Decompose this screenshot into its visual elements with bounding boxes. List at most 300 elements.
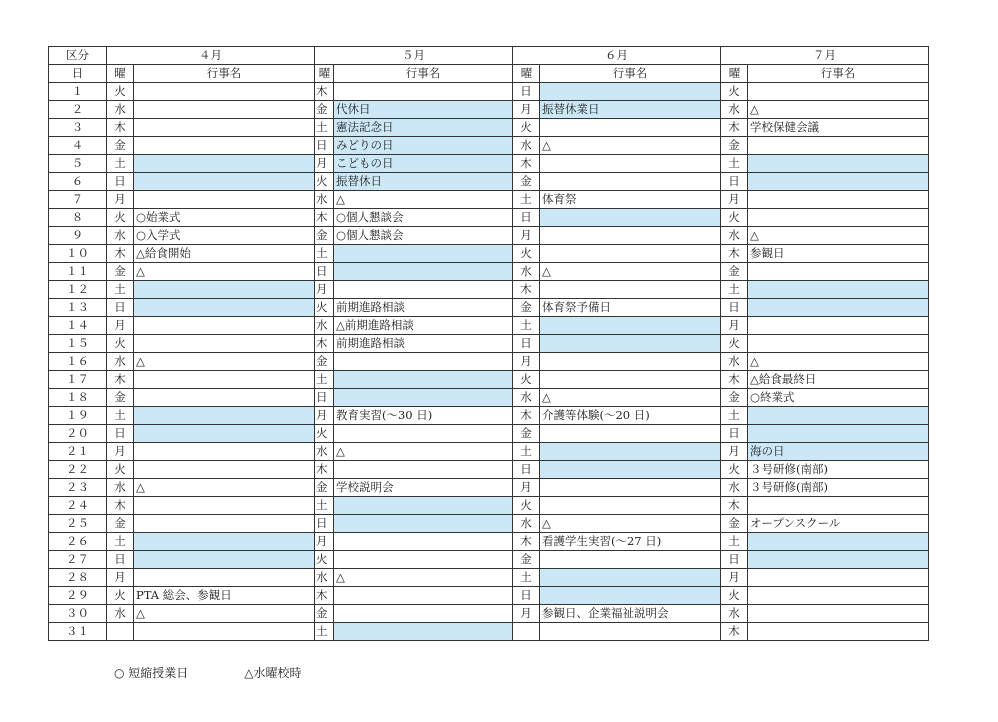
event-june: △ xyxy=(540,515,721,533)
weekday-may: 月 xyxy=(315,533,334,551)
weekday-may: 金 xyxy=(315,353,334,371)
event-july xyxy=(748,173,929,191)
weekday-june: 月 xyxy=(513,353,540,371)
weekday-may: 日 xyxy=(315,137,334,155)
weekday-june: 木 xyxy=(513,533,540,551)
weekday-april: 木 xyxy=(107,497,134,515)
event-header: 行事名 xyxy=(748,65,929,83)
event-july xyxy=(748,317,929,335)
day-number: ５ xyxy=(49,155,107,173)
youbi-header: 曜 xyxy=(315,65,334,83)
weekday-july: 土 xyxy=(721,533,748,551)
event-may: 代休日 xyxy=(334,101,513,119)
day-number: ２３ xyxy=(49,479,107,497)
weekday-may: 木 xyxy=(315,587,334,605)
event-april xyxy=(134,173,315,191)
day-number: １８ xyxy=(49,389,107,407)
day-number: ３１ xyxy=(49,623,107,641)
youbi-header: 曜 xyxy=(513,65,540,83)
event-may xyxy=(334,371,513,389)
event-june xyxy=(540,461,721,479)
day-number: ８ xyxy=(49,209,107,227)
weekday-april: 火 xyxy=(107,209,134,227)
day-number: ２７ xyxy=(49,551,107,569)
weekday-april: 木 xyxy=(107,245,134,263)
table-row xyxy=(49,173,929,191)
event-may: みどりの日 xyxy=(334,137,513,155)
event-june xyxy=(540,173,721,191)
table-row xyxy=(49,587,929,605)
day-number: １６ xyxy=(49,353,107,371)
event-may xyxy=(334,533,513,551)
event-june xyxy=(540,155,721,173)
event-april xyxy=(134,551,315,569)
day-number: ３０ xyxy=(49,605,107,623)
event-july xyxy=(748,335,929,353)
event-july xyxy=(748,191,929,209)
table-row xyxy=(49,479,929,497)
weekday-july: 日 xyxy=(721,299,748,317)
event-july: 海の日 xyxy=(748,443,929,461)
weekday-june: 日 xyxy=(513,209,540,227)
weekday-april: 水 xyxy=(107,605,134,623)
event-may: 学校説明会 xyxy=(334,479,513,497)
day-number: １ xyxy=(49,83,107,101)
event-april xyxy=(134,497,315,515)
weekday-july: 木 xyxy=(721,119,748,137)
event-july xyxy=(748,263,929,281)
weekday-april: 月 xyxy=(107,191,134,209)
event-june xyxy=(540,281,721,299)
event-may xyxy=(334,425,513,443)
event-june xyxy=(540,623,721,641)
event-may: △ xyxy=(334,569,513,587)
day-number: ６ xyxy=(49,173,107,191)
table-row xyxy=(49,245,929,263)
weekday-may: 土 xyxy=(315,119,334,137)
weekday-june: 水 xyxy=(513,389,540,407)
weekday-april: 月 xyxy=(107,569,134,587)
event-april xyxy=(134,389,315,407)
month-header-july: ７月 xyxy=(721,47,929,65)
event-july: 学校保健会議 xyxy=(748,119,929,137)
event-june xyxy=(540,245,721,263)
event-july xyxy=(748,623,929,641)
weekday-april: 日 xyxy=(107,299,134,317)
event-july xyxy=(748,605,929,623)
day-number: ７ xyxy=(49,191,107,209)
weekday-june: 月 xyxy=(513,227,540,245)
event-july xyxy=(748,299,929,317)
weekday-may: 火 xyxy=(315,425,334,443)
weekday-july: 水 xyxy=(721,605,748,623)
event-june xyxy=(540,371,721,389)
event-june xyxy=(540,551,721,569)
event-july xyxy=(748,587,929,605)
event-april xyxy=(134,335,315,353)
day-number: １３ xyxy=(49,299,107,317)
weekday-june xyxy=(513,623,540,641)
day-number: ４ xyxy=(49,137,107,155)
event-may xyxy=(334,353,513,371)
day-number: ２５ xyxy=(49,515,107,533)
month-header-june: ６月 xyxy=(513,47,721,65)
weekday-april: 水 xyxy=(107,479,134,497)
day-number: １１ xyxy=(49,263,107,281)
day-number: ２２ xyxy=(49,461,107,479)
weekday-july: 火 xyxy=(721,461,748,479)
event-april xyxy=(134,299,315,317)
event-june xyxy=(540,317,721,335)
event-may xyxy=(334,281,513,299)
table-row xyxy=(49,209,929,227)
weekday-july: 木 xyxy=(721,623,748,641)
weekday-april: 金 xyxy=(107,137,134,155)
event-july: 参観日 xyxy=(748,245,929,263)
day-number: １２ xyxy=(49,281,107,299)
event-april xyxy=(134,281,315,299)
event-april xyxy=(134,101,315,119)
weekday-july: 土 xyxy=(721,155,748,173)
weekday-june: 日 xyxy=(513,461,540,479)
youbi-header: 曜 xyxy=(107,65,134,83)
event-june xyxy=(540,425,721,443)
event-april xyxy=(134,83,315,101)
weekday-june: 金 xyxy=(513,173,540,191)
weekday-may: 月 xyxy=(315,155,334,173)
event-april: ○入学式 xyxy=(134,227,315,245)
event-july xyxy=(748,497,929,515)
weekday-july: 火 xyxy=(721,209,748,227)
event-april xyxy=(134,119,315,137)
table-row xyxy=(49,533,929,551)
event-april xyxy=(134,137,315,155)
day-number: ２ xyxy=(49,101,107,119)
weekday-july: 月 xyxy=(721,569,748,587)
table-row xyxy=(49,551,929,569)
event-april xyxy=(134,425,315,443)
event-may: △ xyxy=(334,443,513,461)
event-july xyxy=(748,155,929,173)
weekday-may: 木 xyxy=(315,461,334,479)
weekday-july: 水 xyxy=(721,227,748,245)
table-row xyxy=(49,425,929,443)
event-may xyxy=(334,515,513,533)
event-july: オープンスクール xyxy=(748,515,929,533)
legend xyxy=(114,664,302,681)
day-number: ２０ xyxy=(49,425,107,443)
weekday-july: 水 xyxy=(721,101,748,119)
weekday-may: 水 xyxy=(315,317,334,335)
event-july: ３号研修(南部) xyxy=(748,461,929,479)
weekday-may: 金 xyxy=(315,479,334,497)
legend-wednesday-schedule: △水曜校時 xyxy=(244,666,302,680)
weekday-april: 土 xyxy=(107,407,134,425)
table-row xyxy=(49,569,929,587)
event-may xyxy=(334,389,513,407)
day-header: 日 xyxy=(49,65,107,83)
weekday-april: 金 xyxy=(107,389,134,407)
event-july xyxy=(748,569,929,587)
event-june xyxy=(540,335,721,353)
weekday-july: 火 xyxy=(721,587,748,605)
weekday-april: 土 xyxy=(107,533,134,551)
event-july: ３号研修(南部) xyxy=(748,479,929,497)
event-header: 行事名 xyxy=(540,65,721,83)
day-number: ２８ xyxy=(49,569,107,587)
weekday-april: 水 xyxy=(107,227,134,245)
weekday-may: 水 xyxy=(315,443,334,461)
weekday-july: 火 xyxy=(721,83,748,101)
month-header-row xyxy=(49,47,929,65)
weekday-may: 木 xyxy=(315,83,334,101)
event-july: △ xyxy=(748,227,929,245)
weekday-july: 金 xyxy=(721,389,748,407)
weekday-may: 水 xyxy=(315,191,334,209)
day-number: １４ xyxy=(49,317,107,335)
weekday-july: 日 xyxy=(721,551,748,569)
event-july: △ xyxy=(748,101,929,119)
event-header: 行事名 xyxy=(334,65,513,83)
weekday-june: 水 xyxy=(513,137,540,155)
weekday-april: 水 xyxy=(107,101,134,119)
event-april: ○始業式 xyxy=(134,209,315,227)
event-may: 憲法記念日 xyxy=(334,119,513,137)
kubun-header: 区分 xyxy=(49,47,107,65)
weekday-july: 金 xyxy=(721,515,748,533)
table-row xyxy=(49,317,929,335)
event-may: △前期進路相談 xyxy=(334,317,513,335)
event-june xyxy=(540,353,721,371)
weekday-july: 金 xyxy=(721,263,748,281)
weekday-july: 土 xyxy=(721,281,748,299)
table-row xyxy=(49,497,929,515)
weekday-april: 火 xyxy=(107,335,134,353)
event-june: △ xyxy=(540,263,721,281)
weekday-july: 木 xyxy=(721,371,748,389)
weekday-june: 日 xyxy=(513,335,540,353)
weekday-april: 火 xyxy=(107,587,134,605)
event-may: 振替休日 xyxy=(334,173,513,191)
column-header-row xyxy=(49,65,929,83)
event-july xyxy=(748,83,929,101)
event-june xyxy=(540,227,721,245)
table-row xyxy=(49,407,929,425)
event-may xyxy=(334,497,513,515)
event-header: 行事名 xyxy=(134,65,315,83)
weekday-july: 木 xyxy=(721,245,748,263)
weekday-may: 木 xyxy=(315,209,334,227)
event-june xyxy=(540,479,721,497)
weekday-june: 土 xyxy=(513,443,540,461)
event-july xyxy=(748,137,929,155)
weekday-june: 火 xyxy=(513,245,540,263)
weekday-june: 水 xyxy=(513,263,540,281)
weekday-may: 金 xyxy=(315,101,334,119)
event-may: こどもの日 xyxy=(334,155,513,173)
weekday-april: 水 xyxy=(107,353,134,371)
weekday-june: 月 xyxy=(513,479,540,497)
event-may xyxy=(334,551,513,569)
event-april: PTA 総会、参観日 xyxy=(134,587,315,605)
event-april xyxy=(134,371,315,389)
event-april xyxy=(134,515,315,533)
weekday-june: 日 xyxy=(513,587,540,605)
weekday-june: 水 xyxy=(513,515,540,533)
table-row xyxy=(49,227,929,245)
event-may xyxy=(334,623,513,641)
weekday-july: 水 xyxy=(721,479,748,497)
weekday-april: 日 xyxy=(107,173,134,191)
event-may xyxy=(334,83,513,101)
table-row xyxy=(49,155,929,173)
weekday-may: 月 xyxy=(315,407,334,425)
table-row xyxy=(49,137,929,155)
weekday-may: 土 xyxy=(315,371,334,389)
event-may xyxy=(334,587,513,605)
event-april: △ xyxy=(134,353,315,371)
day-number: ２６ xyxy=(49,533,107,551)
weekday-may: 日 xyxy=(315,389,334,407)
weekday-may: 火 xyxy=(315,299,334,317)
weekday-june: 土 xyxy=(513,317,540,335)
table-row xyxy=(49,191,929,209)
weekday-july: 日 xyxy=(721,425,748,443)
weekday-july: 水 xyxy=(721,353,748,371)
event-may xyxy=(334,461,513,479)
month-header-april: ４月 xyxy=(107,47,315,65)
table-row xyxy=(49,335,929,353)
weekday-april: 土 xyxy=(107,281,134,299)
weekday-april: 月 xyxy=(107,443,134,461)
event-june: 体育祭予備日 xyxy=(540,299,721,317)
weekday-may: 金 xyxy=(315,227,334,245)
event-may xyxy=(334,263,513,281)
table-row xyxy=(49,119,929,137)
event-july xyxy=(748,551,929,569)
event-june: 振替休業日 xyxy=(540,101,721,119)
weekday-june: 火 xyxy=(513,119,540,137)
event-april xyxy=(134,533,315,551)
event-april: △ xyxy=(134,263,315,281)
day-number: １７ xyxy=(49,371,107,389)
event-june: 看護学生実習(～27 日) xyxy=(540,533,721,551)
month-header-may: ５月 xyxy=(315,47,513,65)
table-row xyxy=(49,623,929,641)
event-june xyxy=(540,119,721,137)
event-july xyxy=(748,209,929,227)
event-june xyxy=(540,569,721,587)
event-april xyxy=(134,407,315,425)
weekday-april: 木 xyxy=(107,371,134,389)
table-row xyxy=(49,371,929,389)
weekday-april: 木 xyxy=(107,119,134,137)
weekday-april: 日 xyxy=(107,551,134,569)
weekday-june: 木 xyxy=(513,155,540,173)
weekday-may: 土 xyxy=(315,623,334,641)
event-april xyxy=(134,191,315,209)
table-row xyxy=(49,389,929,407)
event-july: △ xyxy=(748,353,929,371)
weekday-may: 土 xyxy=(315,245,334,263)
table-row xyxy=(49,263,929,281)
weekday-april xyxy=(107,623,134,641)
weekday-june: 土 xyxy=(513,191,540,209)
weekday-june: 土 xyxy=(513,569,540,587)
event-may: 教育実習(～30 日) xyxy=(334,407,513,425)
event-june xyxy=(540,83,721,101)
event-april: △ xyxy=(134,605,315,623)
event-july xyxy=(748,281,929,299)
event-schedule-table xyxy=(48,46,929,641)
event-april xyxy=(134,461,315,479)
weekday-june: 月 xyxy=(513,605,540,623)
event-may: ○個人懇談会 xyxy=(334,227,513,245)
weekday-april: 土 xyxy=(107,155,134,173)
table-row xyxy=(49,281,929,299)
table-row xyxy=(49,443,929,461)
weekday-june: 木 xyxy=(513,281,540,299)
day-number: ２９ xyxy=(49,587,107,605)
event-july: ○終業式 xyxy=(748,389,929,407)
event-april xyxy=(134,155,315,173)
day-number: ２１ xyxy=(49,443,107,461)
weekday-april: 金 xyxy=(107,515,134,533)
day-number: １９ xyxy=(49,407,107,425)
table-row xyxy=(49,515,929,533)
event-april: △ xyxy=(134,479,315,497)
weekday-may: 日 xyxy=(315,515,334,533)
weekday-june: 金 xyxy=(513,551,540,569)
event-may: ○個人懇談会 xyxy=(334,209,513,227)
weekday-july: 金 xyxy=(721,137,748,155)
weekday-may: 月 xyxy=(315,281,334,299)
weekday-may: 日 xyxy=(315,263,334,281)
event-april xyxy=(134,569,315,587)
weekday-may: 火 xyxy=(315,173,334,191)
event-june: △ xyxy=(540,137,721,155)
event-april: △給食開始 xyxy=(134,245,315,263)
event-may: 前期進路相談 xyxy=(334,335,513,353)
event-july: △給食最終日 xyxy=(748,371,929,389)
weekday-july: 月 xyxy=(721,191,748,209)
event-june: △ xyxy=(540,389,721,407)
day-number: ３ xyxy=(49,119,107,137)
event-april xyxy=(134,317,315,335)
weekday-june: 木 xyxy=(513,407,540,425)
weekday-july: 土 xyxy=(721,407,748,425)
day-number: ２４ xyxy=(49,497,107,515)
weekday-may: 金 xyxy=(315,605,334,623)
day-number: １０ xyxy=(49,245,107,263)
table-row xyxy=(49,353,929,371)
weekday-april: 日 xyxy=(107,425,134,443)
event-june xyxy=(540,587,721,605)
table-row xyxy=(49,299,929,317)
weekday-june: 金 xyxy=(513,299,540,317)
weekday-june: 月 xyxy=(513,101,540,119)
event-may xyxy=(334,605,513,623)
event-april xyxy=(134,443,315,461)
weekday-july: 月 xyxy=(721,317,748,335)
weekday-june: 日 xyxy=(513,83,540,101)
event-may: 前期進路相談 xyxy=(334,299,513,317)
day-number: １５ xyxy=(49,335,107,353)
weekday-june: 金 xyxy=(513,425,540,443)
weekday-april: 月 xyxy=(107,317,134,335)
event-july xyxy=(748,533,929,551)
table-row xyxy=(49,101,929,119)
